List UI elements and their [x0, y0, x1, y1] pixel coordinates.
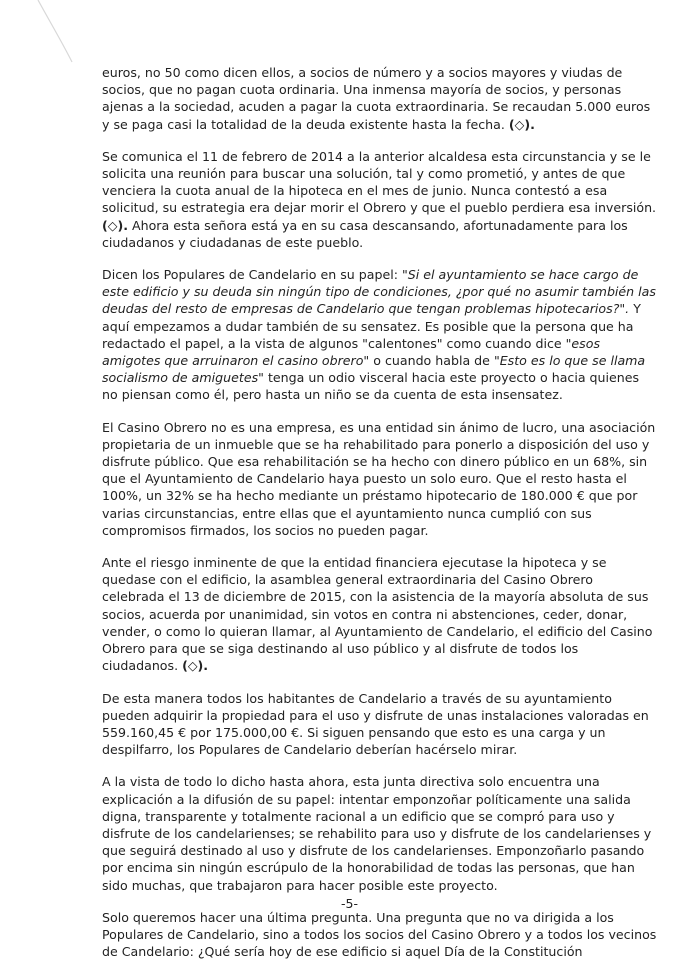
paragraph-4: El Casino Obrero no es una empresa, es una entidad sin ánimo de lucro, una asociación propietaria de un inmueble que se ha rehabilitado para ponerlo a disposición del uso y disfrute público. Que esa rehabilitación se ha hecho con dinero público en un 68%, sin que el Ayuntamiento de Candelario haya puesto un solo euro. Que el resto hasta el 100%, un 32% se ha hecho mediante un préstamo hipotecario de 180.000 € que por varias circunstancias, entre ellas que el ayuntamiento nunca cumplió con sus compromisos firmados, los socios no pueden pagar. [102, 419, 656, 538]
paragraph-5: Ante el riesgo inminente de que la entidad financiera ejecutase la hipoteca y se quedase con el edificio, la asamblea general extraordinaria del Casino Obrero celebrada el 13 de diciembre de 2015, con la asistencia de la mayoría absoluta de sus socios, acuerda por unanimidad, sin votos en contra ni abstenciones, ceder, donar, vender, o como lo quieran llamar, al Ayuntamiento de Candelario, el edificio del Casino Obrero para que se siga destinando al uso público y al disfrute de todos los ciudadanos. (◇). [102, 555, 653, 674]
paragraph-1: euros, no 50 como dicen ellos, a socios de número y a socios mayores y viudas de socios, que no pagan cuota ordinaria. Una inmensa mayoría de socios, y personas ajenas a la sociedad, acuden a pagar la cuota extraordinaria. Se recaudan 5.000 euros y se paga casi la totalidad de la deuda existente hasta la fecha. (◇). [102, 65, 651, 132]
paragraph-2: Se comunica el 11 de febrero de 2014 a la anterior alcaldesa esta circunstancia y se le solicita una reunión para buscar una solución, tal y como prometió, y antes de que venciera la cuota anual de la hipoteca en el mes de junio. Nunca contestó a esa solicitud, su estrategia era dejar morir el Obrero y que el pueblo perdiera esa inversión. (◇). Ahora esta señora está ya en su casa descansando, afortunadamente para los ciudadanos y ciudadanas de este pueblo. [102, 148, 657, 250]
reference-marker: (◇). [182, 658, 209, 674]
paragraph-7: A la vista de todo lo dicho hasta ahora, esta junta directiva solo encuentra una explicación a la difusión de su papel: intentar emponzoñar políticamente una salida digna, transparente y totalmente racional a un edificio que se compró para uso y disfrute de los candelarienses; se rehabilito para uso y disfrute de los candelarienses y que seguirá destinado al uso y disfrute de los candelarienses. Emponzoñarlo pasando por encima sin ningún escrúpulo de la honorabilidad de todas las personas, que han sido muchas, que trabajaron para hacer posible este proyecto. [102, 774, 652, 893]
reference-marker: (◇). [508, 116, 535, 132]
page-number: -5- [341, 896, 358, 911]
quote: "Si el ayuntamiento se hace cargo de este edificio y su deuda sin ningún tipo de condiciones, ¿por qué no asumir también las deudas del resto de empresas de Candelario que tengan problemas hipotecarios?". [102, 267, 656, 317]
reference-marker: (◇). [102, 217, 128, 233]
quote: "Esto es lo que se llama socialismo de amiguetes" [102, 353, 646, 386]
paragraph-8: Solo queremos hacer una última pregunta. Una pregunta que no va dirigida a los Populares de Candelario, sino a todos los socios del Casino Obrero y a todos los vecinos de Candelario: ¿Qué sería hoy de ese edificio si aquel Día de la Constitución [102, 909, 657, 960]
paragraph-6: De esta manera todos los habitantes de Candelario a través de su ayuntamiento pueden adquirir la propiedad para el uso y disfrute de unas instalaciones valoradas en 559.160,45 € por 175.000,00 €. Si siguen pensando que esto es una carga y un despilfarro, los Populares de Candelario deberían hacérselo mirar. [102, 690, 649, 758]
document-body [102, 64, 657, 975]
quote: "esos amigotes que arruinaron el casino obrero" [102, 335, 601, 369]
paragraph-3: Dicen los Populares de Candelario en su papel: "Si el ayuntamiento se hace cargo de este edificio y su deuda sin ningún tipo de condiciones, ¿por qué no asumir también las deudas del resto de empresas de Candelario que tengan problemas hipotecarios?". Y aquí empezamos a dudar también de su sensatez. Es posible que la persona que ha redactado el papel, a la vista de algunos "calentones" como cuando dice "esos amigotes que arruinaron el casino obrero" o cuando habla de "Esto es lo que se llama socialismo de amiguetes" tenga un odio visceral hacia este proyecto o hacia quienes no piensan como él, pero hasta un niño se da cuenta de esta insensatez. [102, 267, 656, 403]
